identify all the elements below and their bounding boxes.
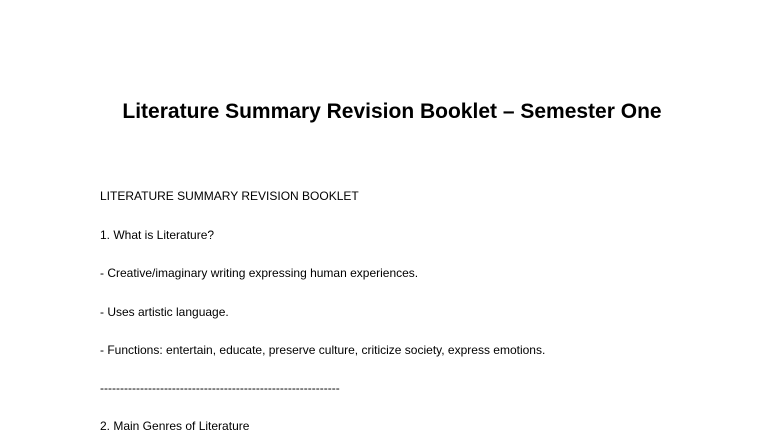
bullet-artistic-language: - Uses artistic language. — [100, 305, 229, 319]
bullet-functions: - Functions: entertain, educate, preserve culture, criticize society, express emotions. — [100, 343, 546, 357]
section-heading-main-genres: 2. Main Genres of Literature — [100, 419, 250, 433]
bullet-creative-writing: - Creative/imaginary writing expressing human experiences. — [100, 266, 419, 280]
booklet-heading: LITERATURE SUMMARY REVISION BOOKLET — [100, 189, 359, 203]
document-title: Literature Summary Revision Booklet – Semester One — [122, 100, 662, 123]
section-heading-what-is-literature: 1. What is Literature? — [100, 228, 215, 242]
section-divider: ------------------------------------------------------------ — [100, 381, 340, 395]
